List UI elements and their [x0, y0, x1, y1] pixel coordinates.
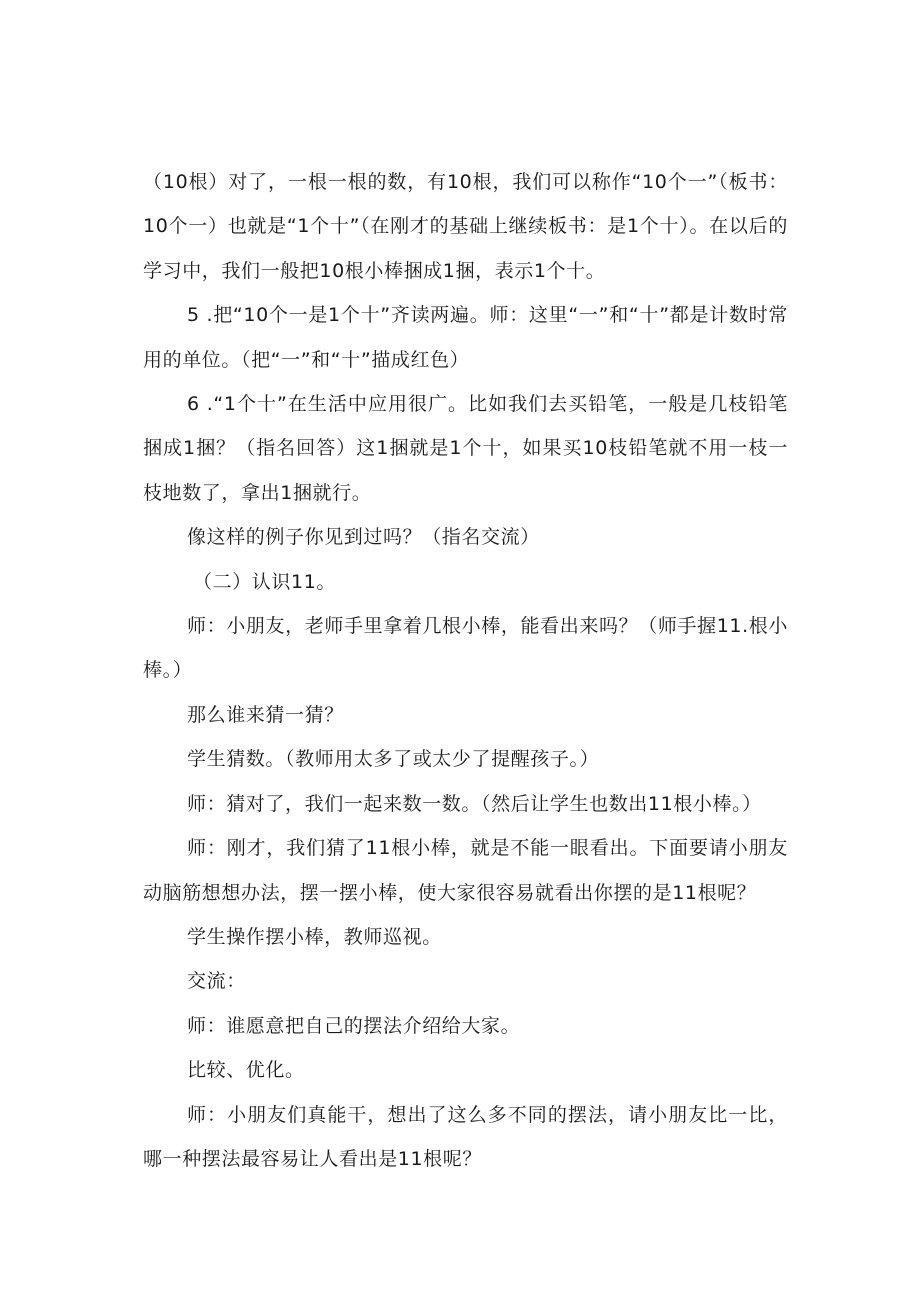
- paragraph-11: 学生操作摆小棒，教师巡视。: [187, 925, 442, 948]
- section-heading-recognize-11: （二）认识11。: [193, 570, 336, 593]
- paragraph-9: 师：猜对了，我们一起来数一数。（然后让学生也数出11根小棒。）: [187, 792, 762, 815]
- document-body: [143, 160, 788, 1181]
- paragraph-14: 比较、优化。: [187, 1059, 305, 1082]
- paragraph-13: 师：谁愿意把自己的摆法介绍给大家。: [187, 1014, 521, 1037]
- paragraph-6: 师：小朋友，老师手里拿着几根小棒，能看出来吗？（师手握11.根小棒。）: [143, 615, 788, 682]
- paragraph-15: 师：小朋友们真能干，想出了这么多不同的摆法，请小朋友比一比，哪一种摆法最容易让人看出是11根呢？: [143, 1103, 788, 1170]
- paragraph-8: 学生猜数。（教师用太多了或太少了提醒孩子。）: [187, 748, 600, 771]
- paragraph-10: 师：刚才，我们猜了11根小棒，就是不能一眼看出。下面要请小朋友动脑筋想想办法，摆一摆小棒，使大家很容易就看出你摆的是11根呢？: [143, 837, 788, 904]
- paragraph-7: 那么谁来猜一猜？: [187, 703, 344, 726]
- paragraph-1: （10根）对了，一根一根的数，有10根，我们可以称作“10个一”（板书：10个一）也就是“1个十”（在刚才的基础上继续板书：是1个十）。在以后的学习中，我们一般把10根小棒捆成1捆，表示1个十。: [143, 171, 788, 282]
- paragraph-12: 交流：: [187, 970, 246, 993]
- paragraph-3: 6 .“1个十”在生活中应用很广。比如我们去买铅笔，一般是几枝铅笔捆成1捆？（指名回答）这1捆就是1个十，如果买10枝铅笔就不用一枝一枝地数了，拿出1捆就行。: [143, 393, 788, 504]
- paragraph-2: 5 .把“10个一是1个十”齐读两遍。师：这里“一”和“十”都是计数时常用的单位。（把“一”和“十”描成红色）: [143, 304, 788, 371]
- paragraph-4: 像这样的例子你见到过吗？（指名交流）: [187, 526, 540, 549]
